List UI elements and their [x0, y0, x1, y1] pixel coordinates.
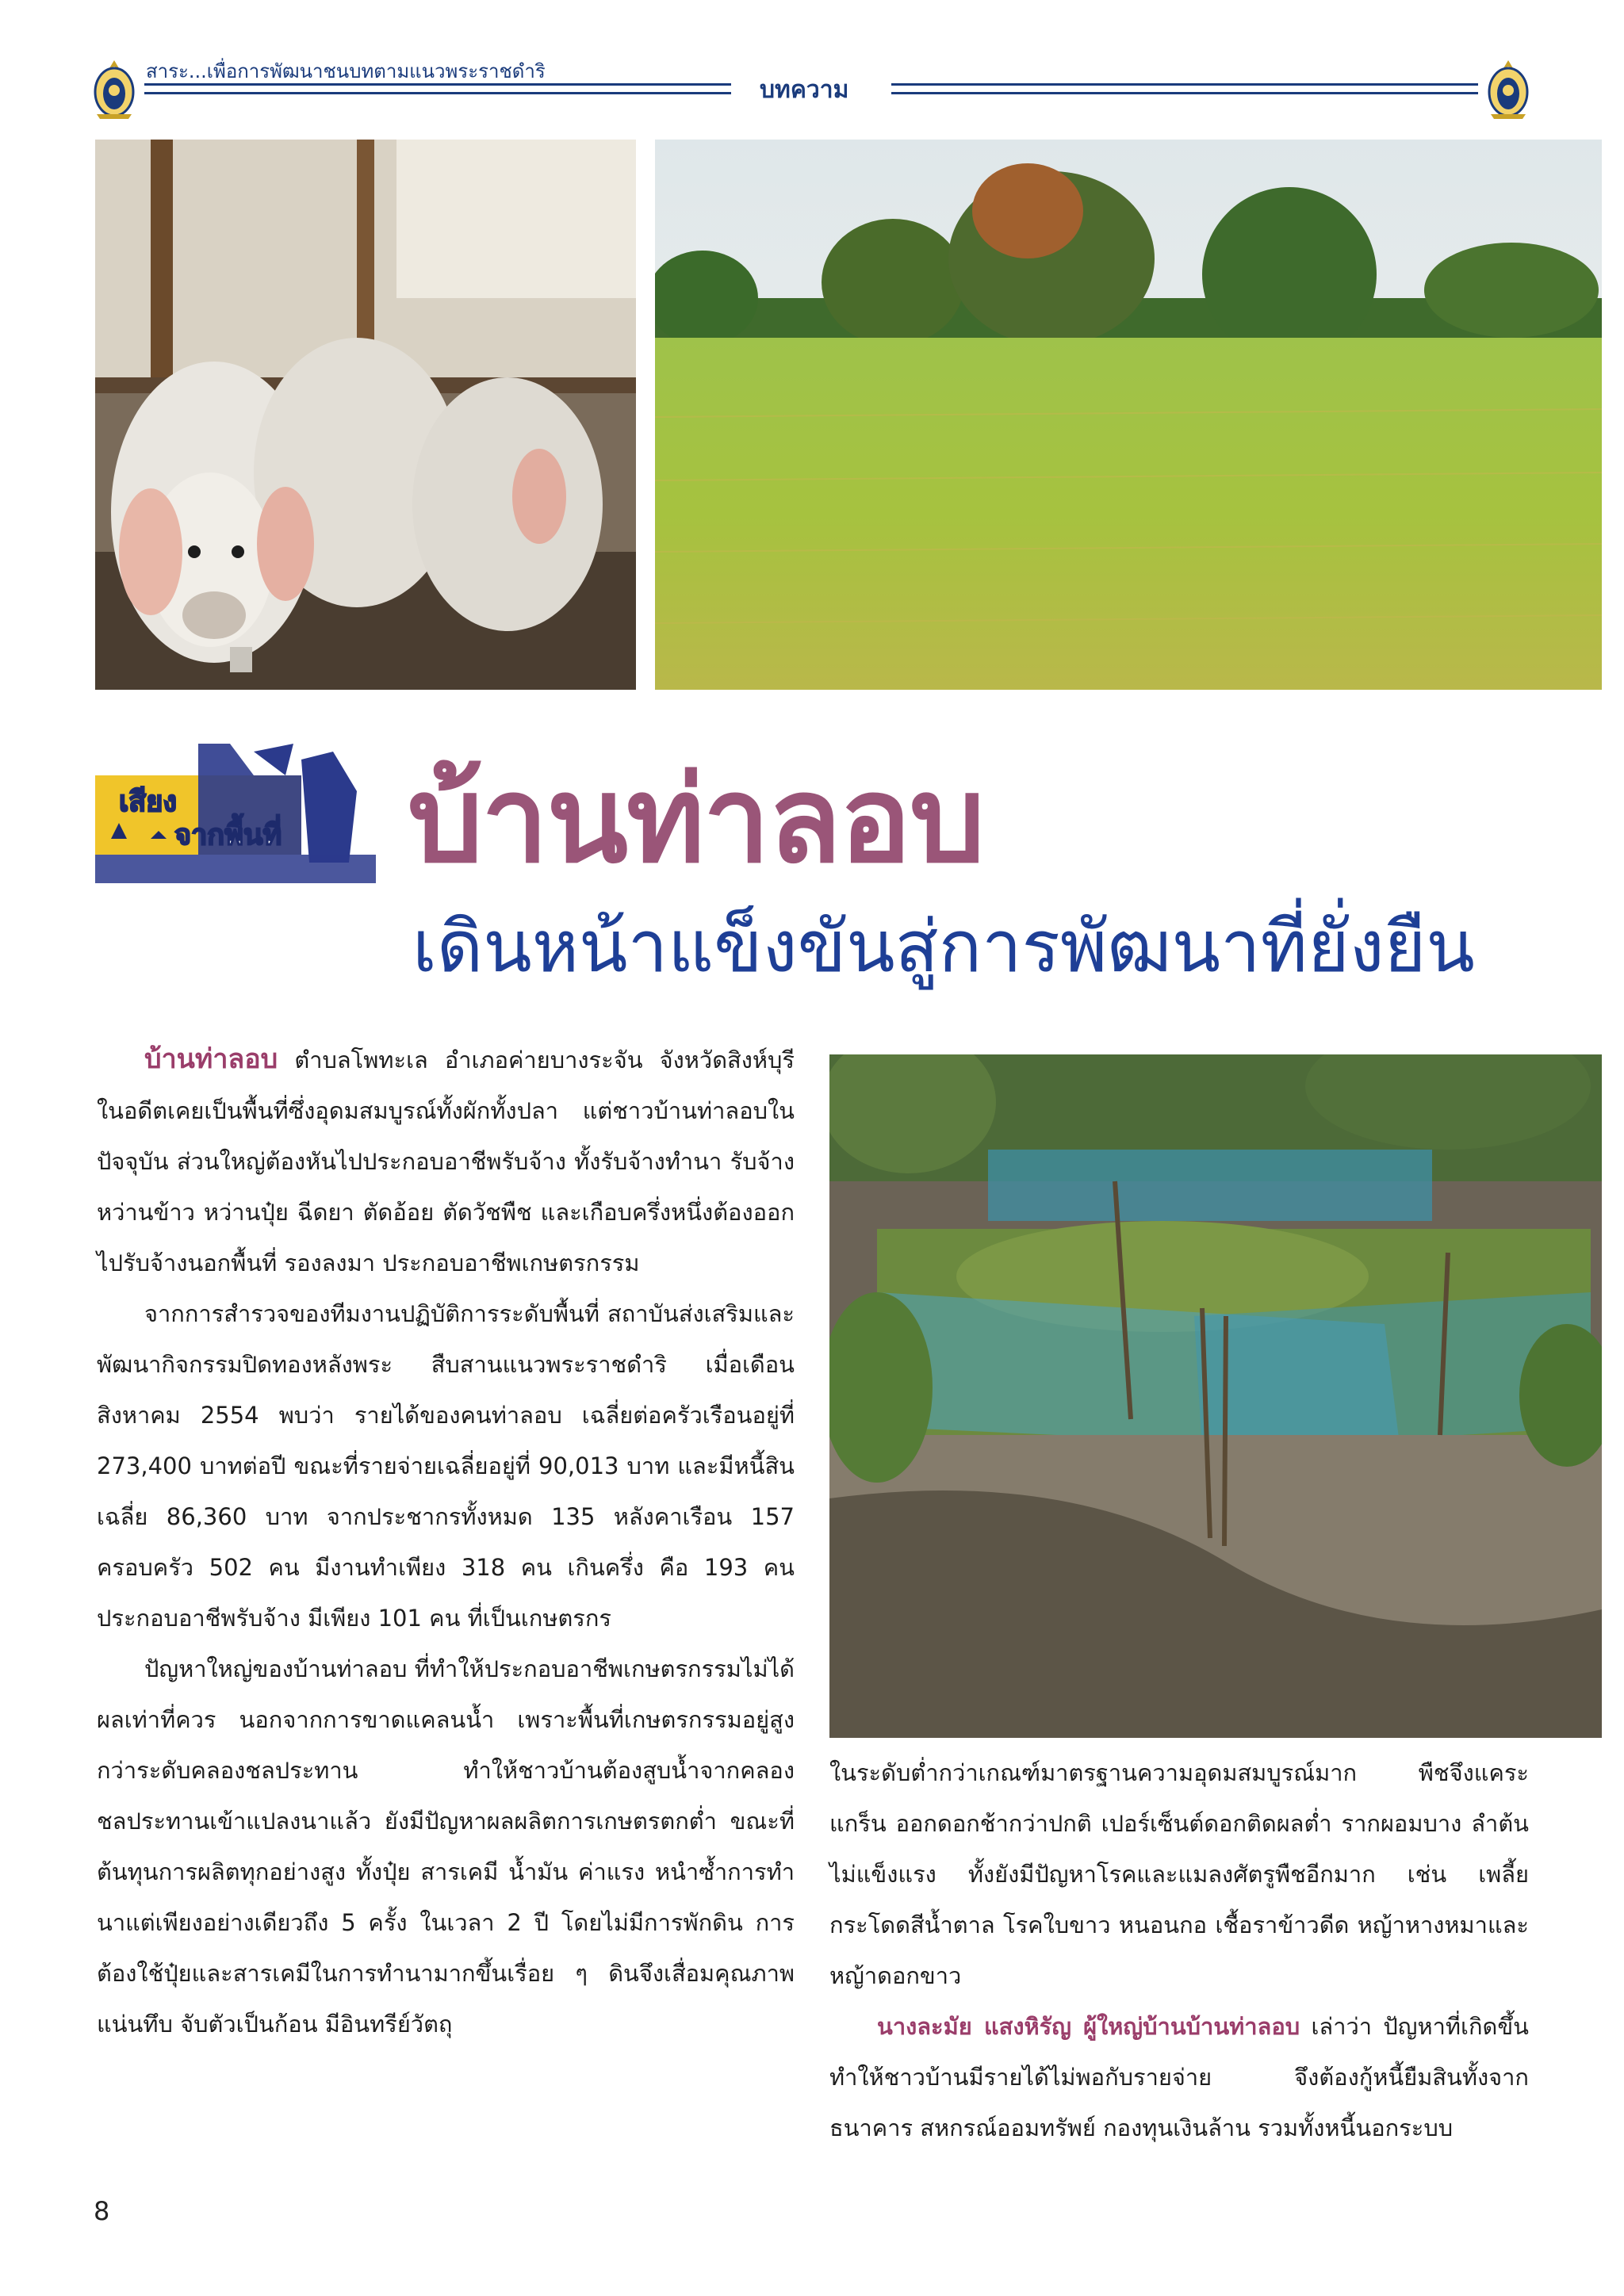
garden-net-photo [829, 1054, 1602, 1738]
badge-line-2: จากพื้นที่ [174, 819, 282, 851]
voice-from-area-badge [95, 744, 376, 883]
page-number: 8 [94, 2196, 110, 2226]
header-rule-left [144, 83, 731, 94]
lead-village-name: บ้านท่าลอบ [144, 1043, 278, 1075]
article-title: บ้านท่าลอบ [408, 752, 984, 890]
header-section-label: บทความ [760, 76, 849, 104]
emblem-icon [1483, 57, 1534, 121]
article-subtitle: เดินหน้าแข็งขันสู่การพัฒนาที่ยั่งยืน [412, 905, 1475, 989]
paragraph-headman [829, 2001, 1529, 2153]
paragraph-survey: จากการสำรวจของทีมงานปฏิบัติการระดับพื้นที่ สถาบันส่งเสริมและพัฒนากิจกรรมปิดทองหลังพระ สืบสานแนวพระราชดำริ เมื่อเดือนสิงหาคม 2554 พบว่า รายได้ของคนท่าลอบ เฉลี่ยต่อครัวเรือนอยู่ที่ 273,400 บาทต่อปี ขณะที่รายจ่ายเฉลี่ยอยู่ที่ 90,013 บาท และมีหนี้สินเฉลี่ย 86,360 บาท จากประชากรทั้งหมด 135 หลังคาเรือน 157 ครอบครัว 502 คน มีงานทำเพียง 318 คน เกินครึ่ง คือ 193 คน ประกอบอาชีพรับจ้าง มีเพียง 101 คน ที่เป็นเกษตรกร [97, 1300, 795, 1632]
badge-line-1: เสียง [119, 786, 177, 818]
header-rule-right [891, 83, 1478, 94]
article-column-right [829, 1747, 1529, 2153]
article-column-left [97, 1034, 795, 2049]
rice-field-photo [655, 140, 1602, 690]
paragraph-headman-text: เล่าว่า ปัญหาที่เกิดขึ้น ทำให้ชาวบ้านมีรายได้ไม่พอกับรายจ่าย จึงต้องกู้หนี้ยืมสินทั้งจากธนาคาร สหกรณ์ออมทรัพย์ กองทุนเงินล้าน รวมทั้งหนี้นอกระบบ [829, 2013, 1529, 2141]
header-series-title: สาระ...เพื่อการพัฒนาชนบทตามแนวพระราชดำริ [146, 60, 546, 82]
lead-headman-name: นางละมัย แสงหิรัญ ผู้ใหญ่บ้านบ้านท่าลอบ [877, 2013, 1300, 2040]
emblem-icon [89, 57, 140, 121]
paragraph-intro-text: ตำบลโพทะเล อำเภอค่ายบางระจัน จังหวัดสิงห์บุรี ในอดีตเคยเป็นพื้นที่ซึ่งอุดมสมบูรณ์ทั้งผักทั้งปลา แต่ชาวบ้านท่าลอบในปัจจุบัน ส่วนใหญ่ต้องหันไปประกอบอาชีพรับจ้าง ทั้งรับจ้างทำนา รับจ้างหว่านข้าว หว่านปุ๋ย ฉีดยา ตัดอ้อย ตัดวัชพืช และเกือบครึ่งหนึ่งต้องออกไปรับจ้างนอกพื้นที่ รองลงมา ประกอบอาชีพเกษตรกรรม [97, 1047, 795, 1276]
paragraph-soil: ในระดับต่ำกว่าเกณฑ์มาตรฐานความอุดมสมบูรณ์มาก พืชจึงแคระแกร็น ออกดอกช้ากว่าปกติ เปอร์เซ็นต์ดอกติดผลต่ำ รากผอมบาง ลำต้นไม่แข็งแรง ทั้งยังมีปัญหาโรคและแมลงศัตรูพืชอีกมาก เช่น เพลี้ยกระโดดสีน้ำตาล โรคใบขาว หนอนกอ เชื้อราข้าวดีด หญ้าหางหมาและหญ้าดอกขาว [829, 1759, 1529, 1989]
paragraph-intro [97, 1034, 795, 1288]
cattle-photo [95, 140, 636, 690]
paragraph-problems: ปัญหาใหญ่ของบ้านท่าลอบ ที่ทำให้ประกอบอาชีพเกษตรกรรมไม่ได้ผลเท่าที่ควร นอกจากการขาดแคลนน้ำ เพราะพื้นที่เกษตรกรรมอยู่สูงกว่าระดับคลองชลประทาน ทำให้ชาวบ้านต้องสูบน้ำจากคลองชลประทานเข้าแปลงนาแล้ว ยังมีปัญหาผลผลิตการเกษตรตกต่ำ ขณะที่ต้นทุนการผลิตทุกอย่างสูง ทั้งปุ๋ย สารเคมี น้ำมัน ค่าแรง หนำซ้ำการทำนาแต่เพียงอย่างเดียวถึง 5 ครั้ง ในเวลา 2 ปี โดยไม่มีการพักดิน การต้องใช้ปุ๋ยและสารเคมีในการทำนามากขึ้นเรื่อย ๆ ดินจึงเสื่อมคุณภาพ แน่นทึบ จับตัวเป็นก้อน มีอินทรีย์วัตถุ [97, 1655, 795, 2038]
